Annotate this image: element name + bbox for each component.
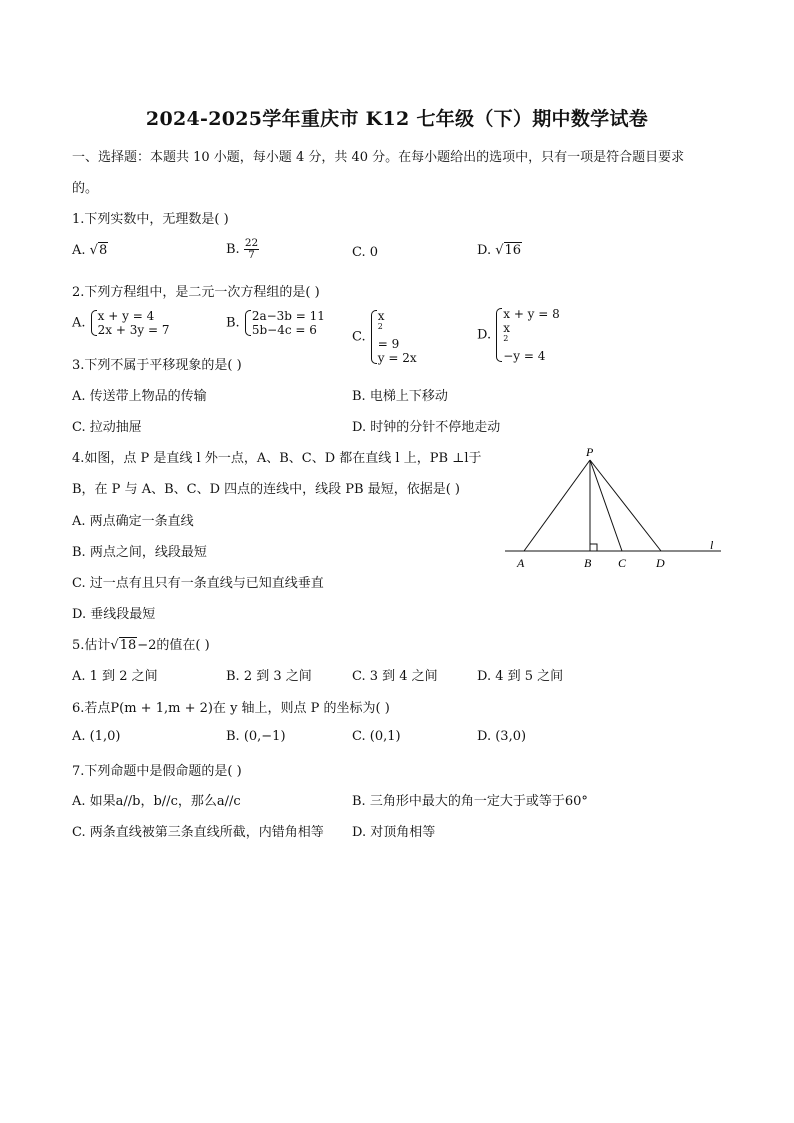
q1-option-c: C. 0: [352, 245, 379, 260]
radicand: 16: [504, 243, 522, 258]
radicand: 18: [119, 638, 137, 653]
fraction: [244, 238, 259, 261]
term: x: [503, 321, 511, 335]
q7-stem: 7.下列命题中是假命题的是( ): [72, 764, 242, 779]
equation-system: [495, 307, 560, 363]
q7-option-c: C. 两条直线被第三条直线所截，内错角相等: [72, 825, 324, 840]
q5-stem: [72, 634, 210, 653]
geometry-figure: [505, 440, 730, 575]
equation-system: [370, 309, 417, 365]
equation: 2a−3b = 11: [251, 309, 325, 323]
label-l: l: [710, 538, 714, 552]
label-d: D: [656, 556, 665, 570]
label-b: B: [584, 556, 592, 570]
equation: 5b−4c = 6: [251, 323, 317, 337]
sqrt-expression: √16: [495, 243, 522, 258]
q5-option-b: B. 2 到 3 之间: [226, 669, 312, 684]
option-label: B.: [226, 242, 240, 257]
q4-stem: 4.如图，点 P 是直线 l 外一点，A、B、C、D 都在直线 l 上，PB ⊥l于: [72, 451, 482, 466]
q4-option-d: D. 垂线段最短: [72, 607, 156, 622]
label-c: C: [618, 556, 627, 570]
term: = 9: [377, 337, 400, 351]
option-label: A.: [72, 315, 86, 331]
q1-option-a: [72, 243, 108, 258]
segment-pa: [524, 460, 590, 551]
segment-pd: [590, 460, 661, 551]
numerator: 22: [244, 237, 259, 249]
q1-option-d: [477, 243, 522, 258]
q5-option-a: A. 1 到 2 之间: [72, 669, 158, 684]
section-instructions: 一、选择题：本题共 10 小题，每小题 4 分，共 40 分。在每小题给出的选项中，只有一项是符合题目要求: [72, 150, 685, 165]
q6-option-a: A. (1,0): [72, 729, 121, 744]
q1-stem: 1.下列实数中，无理数是( ): [72, 212, 229, 227]
q5-option-d: D. 4 到 5 之间: [477, 669, 564, 684]
q2-option-b: [226, 309, 325, 337]
label-p: P: [586, 445, 594, 459]
option-label: A.: [72, 243, 86, 258]
stem-text: 5.估计: [72, 638, 111, 653]
q3-option-c: C. 拉动抽屉: [72, 420, 142, 435]
equation: y = 2x: [377, 351, 417, 365]
equation: x + y = 8: [503, 307, 560, 321]
section-instructions-cont: 的。: [72, 181, 99, 196]
term: x: [377, 309, 385, 323]
equation: 2x + 3y = 7: [97, 323, 170, 337]
q3-stem: 3.下列不属于平移现象的是( ): [72, 358, 242, 373]
equation: [378, 309, 417, 351]
equation-system: [244, 309, 325, 337]
option-label: D.: [477, 327, 492, 343]
q7-option-b: B. 三角形中最大的角一定大于或等于60°: [352, 794, 588, 809]
term: −y = 4: [503, 349, 546, 363]
q2-option-d: [477, 307, 560, 363]
radicand: 8: [98, 243, 108, 258]
denominator: 7: [248, 249, 255, 261]
q3-option-b: B. 电梯上下移动: [352, 389, 448, 404]
sqrt-expression: √18: [110, 638, 137, 653]
equation: [503, 321, 560, 363]
equation: x + y = 4: [97, 309, 155, 323]
exam-title: 2024-2025学年重庆市 K12 七年级（下）期中数学试卷: [145, 108, 649, 130]
q4-option-a: A. 两点确定一条直线: [72, 514, 194, 529]
q6-option-d: D. (3,0): [477, 729, 527, 744]
q4-stem-cont: B，在 P 与 A、B、C、D 四点的连线中，线段 PB 最短，依据是( ): [72, 482, 460, 497]
q2-option-a: [72, 309, 170, 337]
option-label: C.: [352, 329, 366, 345]
q2-option-c: [352, 309, 417, 365]
q5-option-c: C. 3 到 4 之间: [352, 669, 438, 684]
q1-option-b: [226, 238, 259, 261]
segment-pc: [590, 460, 622, 551]
q6-option-c: C. (0,1): [352, 729, 401, 744]
equation-system: [90, 309, 170, 337]
exponent: 2: [377, 322, 383, 331]
sqrt-expression: √8: [89, 243, 108, 258]
exponent: 2: [503, 334, 509, 343]
stem-text: −2的值在( ): [137, 638, 210, 653]
q7-option-a: A. 如果a//b，b//c，那么a//c: [72, 794, 241, 809]
label-a: A: [517, 556, 525, 570]
q2-stem: 2.下列方程组中，是二元一次方程组的是( ): [72, 285, 320, 300]
option-label: B.: [226, 315, 240, 331]
q3-option-d: D. 时钟的分针不停地走动: [352, 420, 501, 435]
q3-option-a: A. 传送带上物品的传输: [72, 389, 207, 404]
q6-stem: 6.若点P(m + 1,m + 2)在 y 轴上，则点 P 的坐标为( ): [72, 701, 390, 716]
q4-option-b: B. 两点之间，线段最短: [72, 545, 207, 560]
right-angle-mark: [590, 544, 597, 551]
q6-option-b: B. (0,−1): [226, 729, 286, 744]
q7-option-d: D. 对顶角相等: [352, 825, 436, 840]
option-label: D.: [477, 243, 492, 258]
q4-option-c: C. 过一点有且只有一条直线与已知直线垂直: [72, 576, 324, 591]
